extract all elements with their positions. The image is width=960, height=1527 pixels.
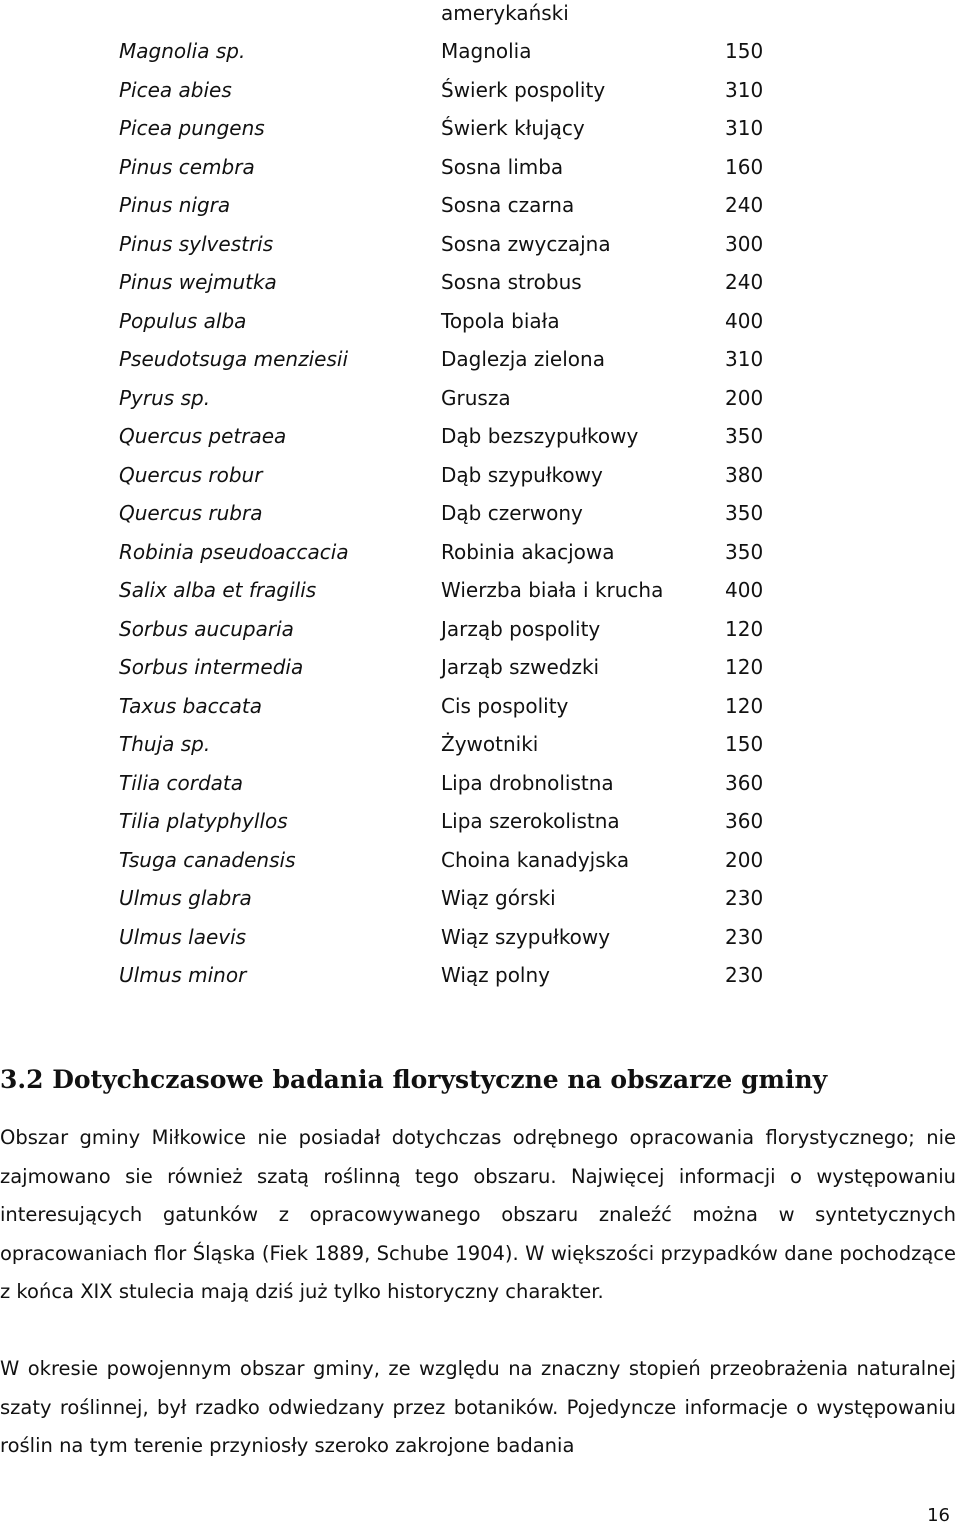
latin-name-cell: Quercus petraea (119, 424, 287, 448)
age-value-cell: 150 (725, 39, 764, 63)
polish-name-cell: Jarząb pospolity (441, 616, 601, 641)
table-row (0, 616, 960, 655)
latin-name-cell: Tilia cordata (119, 770, 244, 795)
polish-name-cell: Jarząb szwedzki (441, 655, 600, 679)
age-value-cell: 310 (725, 116, 764, 140)
polish-name-cell: Wierzba biała i krucha (441, 578, 664, 602)
age-value-cell: 230 (725, 924, 764, 949)
table-row (0, 462, 960, 501)
paragraph-2 (0, 1350, 956, 1466)
table-row (0, 808, 960, 847)
age-value-cell: 400 (725, 308, 764, 333)
polish-name-cell: Dąb czerwony (441, 501, 583, 525)
polish-name-cell: Choina kanadyjska (441, 847, 630, 872)
latin-name-cell: Sorbus intermedia (119, 655, 304, 679)
latin-name-cell: Salix alba et fragilis (119, 578, 317, 602)
table-row (0, 385, 960, 424)
paragraph-2-text: W okresie powojennym obszar gminy, ze względu na znaczny stopień przeobrażenia naturalnej szaty roślinnej, był rzadko odwiedzany przez botaników. Pojedyncze informacje o występowaniu roślin na tym terenie przyniosły szeroko zakrojone badania (0, 1357, 956, 1457)
table-row (0, 115, 960, 154)
latin-name-cell: Sorbus aucuparia (119, 616, 294, 641)
table-row (0, 77, 960, 116)
polish-name-cell: Magnolia (441, 39, 532, 63)
table-row (0, 154, 960, 193)
polish-name-cell: Grusza (441, 385, 511, 410)
age-value-cell: 350 (725, 539, 764, 564)
table-row (0, 885, 960, 924)
table-continuation-text: amerykański (441, 1, 569, 25)
age-value-cell: 360 (725, 809, 764, 833)
age-value-cell: 240 (725, 270, 764, 294)
table-row (0, 962, 960, 1001)
age-value-cell: 400 (725, 578, 764, 602)
polish-name-cell: Dąb bezszypułkowy (441, 424, 639, 448)
table-row (0, 693, 960, 732)
age-value-cell: 120 (725, 655, 764, 679)
paragraph-1-text: Obszar gminy Miłkowice nie posiadał dotychczas odrębnego opracowania florystycznego; nie zajmowano sie również szatą roślinną tego obszaru. Najwięcej informacji o występowaniu interesujących gatunków z opracowywanego obszaru znaleźć można w syntetycznych opracowaniach flor Śląska (Fiek 1889, Schube 1904). W większości przypadków dane pochodzące z końca XIX stulecia mają dziś już tylko historyczny charakter. (0, 1126, 956, 1303)
polish-name-cell: Żywotniki (441, 732, 539, 756)
latin-name-cell: Pyrus sp. (119, 385, 211, 410)
table-row (0, 423, 960, 462)
age-value-cell: 230 (725, 886, 764, 910)
table-row (0, 500, 960, 539)
table-row (0, 577, 960, 616)
latin-name-cell: Quercus rubra (119, 501, 263, 525)
polish-name-cell: Cis pospolity (441, 693, 569, 718)
latin-name-cell: Pinus cembra (119, 154, 255, 179)
latin-name-cell: Picea abies (119, 77, 232, 102)
polish-name-cell: Robinia akacjowa (441, 539, 615, 564)
section-heading: 3.2 Dotychczasowe badania florystyczne na obszarze gminy (0, 1065, 828, 1094)
latin-name-cell: Ulmus minor (119, 963, 247, 987)
age-value-cell: 310 (725, 347, 764, 371)
latin-name-cell: Taxus baccata (119, 693, 262, 718)
polish-name-cell: Wiąz polny (441, 963, 551, 987)
paragraph-1 (0, 1119, 956, 1312)
age-value-cell: 380 (725, 462, 764, 487)
polish-name-cell: Świerk pospolity (441, 77, 606, 102)
latin-name-cell: Ulmus laevis (119, 924, 247, 949)
age-value-cell: 150 (725, 732, 764, 756)
age-value-cell: 360 (725, 770, 764, 795)
table-row (0, 654, 960, 693)
age-value-cell: 200 (725, 385, 764, 410)
age-value-cell: 120 (725, 616, 764, 641)
table-row (0, 192, 960, 231)
age-value-cell: 160 (725, 154, 764, 179)
table-row (0, 38, 960, 77)
age-value-cell: 300 (725, 231, 764, 256)
page-number: 16 (927, 1505, 950, 1526)
latin-name-cell: Pseudotsuga menziesii (119, 347, 348, 371)
polish-name-cell: Wiąz górski (441, 886, 556, 910)
latin-name-cell: Robinia pseudoaccacia (119, 539, 349, 564)
latin-name-cell: Tsuga canadensis (119, 847, 296, 872)
table-row (0, 539, 960, 578)
latin-name-cell: Thuja sp. (119, 732, 211, 756)
latin-name-cell: Magnolia sp. (119, 39, 246, 63)
polish-name-cell: Lipa drobnolistna (441, 770, 614, 795)
table-row (0, 231, 960, 270)
latin-name-cell: Tilia platyphyllos (119, 809, 288, 833)
age-value-cell: 200 (725, 847, 764, 872)
latin-name-cell: Pinus nigra (119, 193, 231, 217)
polish-name-cell: Wiąz szypułkowy (441, 924, 611, 949)
polish-name-cell: Świerk kłujący (441, 116, 585, 140)
table-row (0, 770, 960, 809)
latin-name-cell: Quercus robur (119, 462, 263, 487)
table-row (0, 308, 960, 347)
polish-name-cell: Topola biała (441, 308, 560, 333)
latin-name-cell: Pinus wejmutka (119, 270, 277, 294)
age-value-cell: 240 (725, 193, 764, 217)
age-value-cell: 120 (725, 693, 764, 718)
polish-name-cell: Sosna limba (441, 154, 564, 179)
polish-name-cell: Sosna zwyczajna (441, 231, 611, 256)
polish-name-cell: Daglezja zielona (441, 347, 605, 371)
table-row (0, 847, 960, 886)
polish-name-cell: Sosna strobus (441, 270, 582, 294)
age-value-cell: 350 (725, 501, 764, 525)
table-row (0, 924, 960, 963)
age-value-cell: 350 (725, 424, 764, 448)
age-value-cell: 310 (725, 77, 764, 102)
latin-name-cell: Ulmus glabra (119, 886, 252, 910)
age-value-cell: 230 (725, 963, 764, 987)
polish-name-cell: Sosna czarna (441, 193, 575, 217)
latin-name-cell: Populus alba (119, 308, 247, 333)
species-age-table (0, 38, 960, 1001)
polish-name-cell: Lipa szerokolistna (441, 809, 620, 833)
table-row (0, 269, 960, 308)
table-row (0, 731, 960, 770)
table-row (0, 346, 960, 385)
latin-name-cell: Pinus sylvestris (119, 231, 274, 256)
polish-name-cell: Dąb szypułkowy (441, 462, 603, 487)
latin-name-cell: Picea pungens (119, 116, 265, 140)
